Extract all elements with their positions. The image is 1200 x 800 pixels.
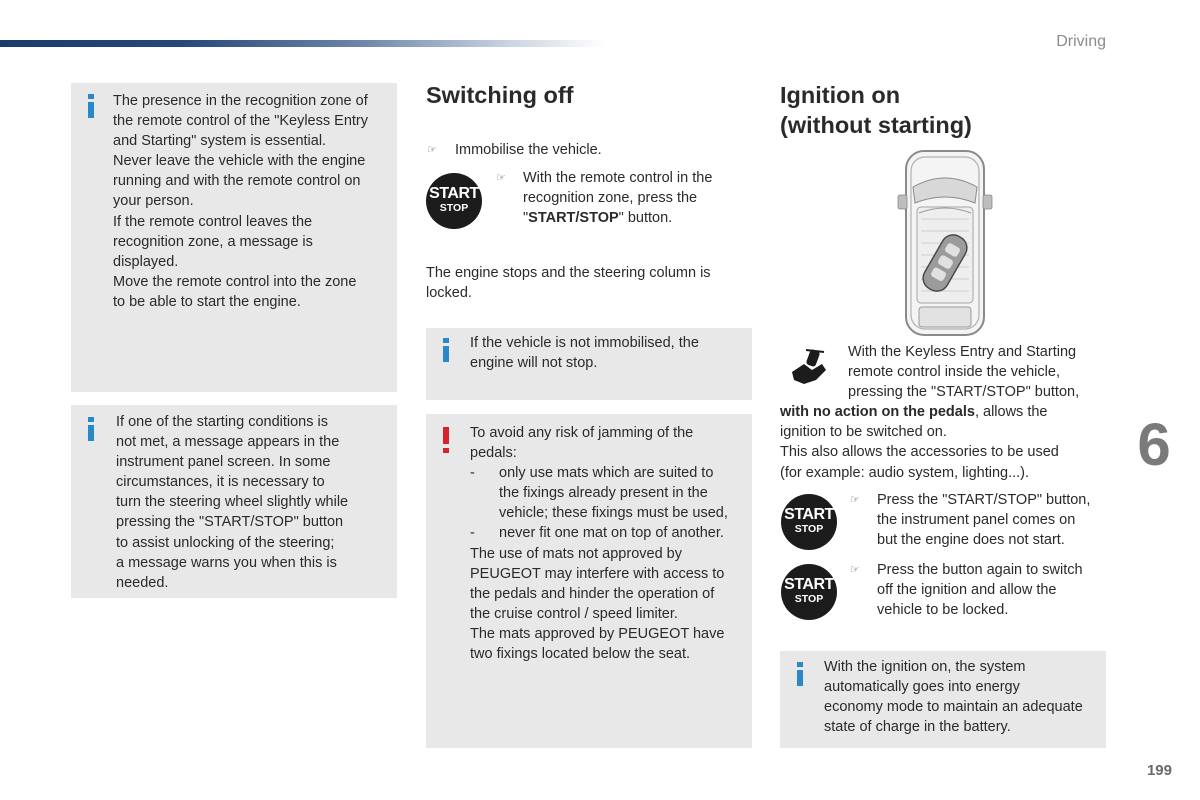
warning-line: pedals: [470, 445, 517, 462]
note-text [113, 91, 393, 312]
warning-list-item: - only use mats which are suited to the fixings already present in the vehicle; these fixings must be used, [470, 465, 728, 522]
warning-line: The mats approved by PEUGEOT have [470, 625, 725, 642]
pointing-hand-icon: ☞ [850, 494, 860, 506]
pointing-hand-icon: ☞ [850, 564, 860, 576]
warning-line: To avoid any risk of jamming of the [470, 425, 694, 441]
note-line: needed. [116, 574, 169, 591]
warning-list-item: - never fit one mat on top of another. [470, 525, 724, 542]
info-note-energy-economy [780, 651, 1106, 748]
warning-text [470, 423, 750, 664]
page-number: 199 [1146, 762, 1172, 779]
warning-line: PEUGEOT may interfere with access to [470, 565, 725, 582]
para-line: The engine stops and the steering column is [426, 265, 711, 281]
step-immobilise: Immobilise the vehicle. [455, 142, 602, 158]
desc-line: ignition to be switched on. [780, 424, 947, 441]
info-note-not-immobilised [426, 328, 752, 400]
note-text [470, 333, 745, 373]
step-line: vehicle to be locked. [877, 602, 1009, 619]
info-note-keyless [71, 83, 397, 392]
chapter-number: 6 [1137, 411, 1171, 478]
note-line: to be able to start the engine. [113, 293, 301, 310]
note-line: a message warns you when this is [116, 554, 337, 571]
desc-line: With the Keyless Entry and Starting [848, 344, 1077, 360]
step-press-start-stop [523, 168, 743, 228]
note-line: With the ignition on, the system [824, 659, 1026, 675]
warning-line: the cruise control / speed limiter. [470, 605, 678, 622]
step-press-once [877, 490, 1117, 550]
desc-line: (for example: audio system, lighting...). [780, 464, 1030, 481]
info-note-starting-conditions [71, 405, 397, 598]
step-line: Press the "START/STOP" button, [877, 492, 1091, 508]
pointing-hand-icon: ☞ [496, 172, 506, 184]
desc-line: with no action on the pedals, allows the [780, 404, 1048, 421]
note-line: If the remote control leaves the [113, 213, 313, 230]
note-line: your person. [113, 193, 194, 210]
step-line: "START/STOP" button. [523, 210, 673, 227]
note-line: If the vehicle is not immobilised, the [470, 335, 699, 351]
note-line: recognition zone, a message is [113, 233, 313, 250]
section-heading-ignition-on: Ignition on (without starting) [780, 82, 972, 138]
note-line: automatically goes into energy [824, 679, 1020, 696]
step-line: off the ignition and allow the [877, 582, 1057, 599]
step-line: the instrument panel comes on [877, 512, 1076, 529]
pointing-hand-icon: ☞ [427, 144, 437, 156]
note-line: Never leave the vehicle with the engine [113, 153, 366, 170]
note-line: instrument panel screen. In some [116, 454, 331, 471]
note-line: If one of the starting conditions is [116, 414, 328, 430]
warning-line: the pedals and hinder the operation of [470, 585, 715, 602]
note-line: not met, a message appears in the [116, 434, 340, 451]
step-press-again [877, 560, 1117, 620]
step-line: Press the button again to switch [877, 562, 1083, 578]
note-line: running and with the remote control on [113, 173, 361, 190]
warning-note-mats [426, 414, 752, 748]
note-line: turn the steering wheel slightly while [116, 494, 349, 511]
note-text [116, 412, 394, 593]
section-title: Driving [1056, 33, 1106, 50]
note-line: state of charge in the battery. [824, 719, 1011, 736]
desc-line: pressing the "START/STOP" button, [848, 384, 1080, 401]
note-line: circumstances, it is necessary to [116, 474, 325, 491]
para-line: locked. [426, 285, 472, 302]
keyless-description [780, 342, 1110, 483]
note-line: The presence in the recognition zone of [113, 93, 368, 109]
warning-line: two fixings located below the seat. [470, 646, 691, 663]
warning-line: The use of mats not approved by [470, 545, 682, 562]
section-heading-switching-off: Switching off [426, 82, 574, 108]
vehicle-top-view-illustration [895, 147, 995, 339]
engine-stops-paragraph [426, 263, 746, 303]
note-text [824, 657, 1104, 737]
desc-line: This also allows the accessories to be used [780, 444, 1059, 461]
start-stop-button-icon: START STOP [426, 173, 482, 229]
header-accent-bar [0, 40, 605, 47]
step-line: With the remote control in the [523, 170, 713, 186]
note-line: Move the remote control into the zone [113, 273, 357, 290]
note-line: economy mode to maintain an adequate [824, 699, 1083, 716]
note-line: engine will not stop. [470, 355, 598, 372]
note-line: and Starting" system is essential. [113, 133, 327, 150]
start-stop-button-icon: START STOP [781, 564, 837, 620]
note-line: to assist unlocking of the steering; [116, 534, 335, 551]
step-line: but the engine does not start. [877, 532, 1065, 549]
step-line: recognition zone, press the [523, 190, 698, 207]
note-line: the remote control of the "Keyless Entry [113, 113, 368, 130]
desc-line: remote control inside the vehicle, [848, 364, 1060, 381]
start-stop-button-icon: START STOP [781, 494, 837, 550]
note-line: displayed. [113, 253, 179, 270]
note-line: pressing the "START/STOP" button [116, 514, 344, 531]
